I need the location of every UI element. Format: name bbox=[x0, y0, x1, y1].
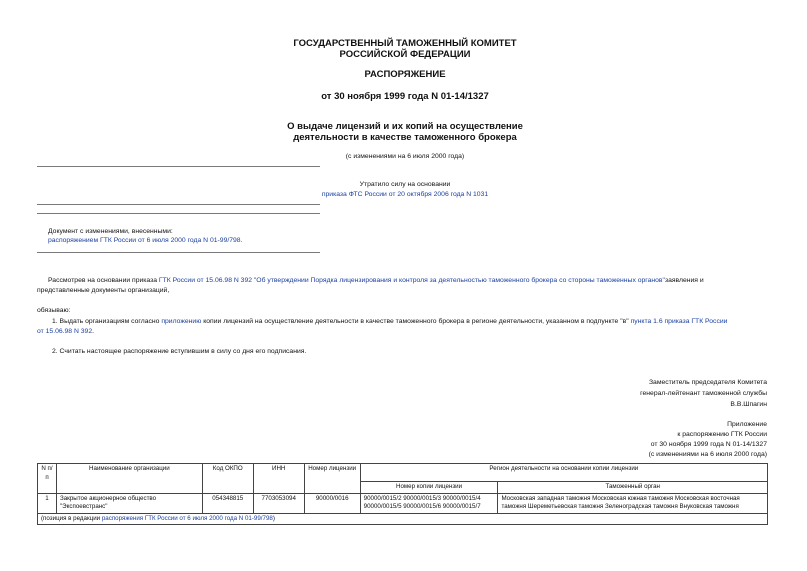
body-paragraph-1 bbox=[48, 276, 770, 285]
order-392-date-link[interactable]: от 15.06.98 N 392 bbox=[37, 328, 93, 335]
item-1-line2 bbox=[37, 327, 94, 336]
signature-line2: генерал-лейтенант таможенной службы bbox=[640, 390, 767, 397]
item1-pre: 1. Выдать организациям согласно bbox=[52, 318, 162, 325]
org-name-line-2: "Экспоевстранс" bbox=[59, 503, 108, 510]
appendix-line3: от 30 ноября 1999 года N 01-14/1327 bbox=[650, 441, 767, 448]
lost-force-link[interactable]: приказа ФТС России от 20 октября 2006 года N 1031 bbox=[321, 191, 489, 198]
cell-license: 90000/0016 bbox=[304, 493, 360, 513]
org-name-line2: РОССИЙСКОЙ ФЕДЕРАЦИИ bbox=[339, 49, 471, 60]
signature-name: В.В.Шпагин bbox=[730, 401, 767, 408]
note-link[interactable]: распоряжения ГТК России от 6 июля 2000 года N 01-99/798 bbox=[101, 514, 273, 522]
doc-title-line2: деятельности в качестве таможенного брокера bbox=[293, 132, 517, 143]
table-row bbox=[38, 493, 768, 513]
doc-title-line1: О выдаче лицензий и их копий на осуществление bbox=[287, 121, 523, 132]
table-header-row bbox=[38, 464, 768, 482]
para1-post: заявления и bbox=[664, 277, 704, 284]
header-okpo: Код ОКПО bbox=[202, 464, 253, 494]
para1-pre: Рассмотрев на основании приказа bbox=[48, 277, 159, 284]
body-paragraph-1-line2: представленные документы организаций, bbox=[37, 287, 170, 294]
amendments-note: (с изменениями на 6 июля 2000 года) bbox=[345, 153, 465, 160]
header-license: Номер лицензии bbox=[304, 464, 360, 494]
lost-force-text: Утратило силу на основании bbox=[359, 181, 451, 188]
cell-okpo: 054348815 bbox=[202, 493, 253, 513]
appendix-line4: (с изменениями на 6 июля 2000 года) bbox=[648, 451, 767, 458]
appendix-line1: Приложение bbox=[727, 421, 767, 428]
cell-num: 1 bbox=[38, 493, 57, 513]
changes-label: Документ с изменениями, внесенными: bbox=[48, 228, 173, 235]
signature-line1: Заместитель председателя Комитета bbox=[648, 379, 767, 386]
doc-type: РАСПОРЯЖЕНИЕ bbox=[364, 69, 446, 80]
clause-link[interactable]: пункта 1.6 приказа ГТК России bbox=[630, 318, 728, 325]
divider bbox=[37, 213, 320, 214]
obliges-text: обязываю: bbox=[37, 307, 71, 314]
divider bbox=[37, 204, 320, 205]
copies-line-1: 90000/0015/2 90000/0015/3 90000/0015/4 bbox=[363, 494, 481, 502]
item1-mid: копии лицензий на осуществление деятельности в качестве таможенного брокера в регионе деятельности, указанном в подпункте "в" bbox=[201, 318, 631, 325]
header-num: N п/п bbox=[38, 464, 57, 494]
cell-copies bbox=[360, 493, 498, 513]
item-1 bbox=[52, 317, 770, 326]
note-pre: (позиция в редакции bbox=[41, 514, 102, 522]
org-name-line-1: Закрытое акционерное общество bbox=[59, 494, 157, 502]
header-region: Регион деятельности на основании копии лицензии bbox=[360, 464, 767, 482]
licenses-table bbox=[37, 463, 768, 525]
header-copy-number: Номер копии лицензии bbox=[360, 482, 498, 494]
customs-line-1: Московская западная таможня Московская южная таможня Московская восточная bbox=[501, 494, 740, 502]
header-inn: ИНН bbox=[253, 464, 304, 494]
divider bbox=[37, 252, 320, 253]
note-post: ) bbox=[272, 514, 275, 522]
cell-inn: 7703053094 bbox=[253, 493, 304, 513]
header-org-name: Наименование организации bbox=[56, 464, 202, 494]
position-note bbox=[38, 513, 768, 525]
cell-org-name bbox=[56, 493, 202, 513]
copies-line-2: 90000/0015/5 90000/0015/6 90000/0015/7 bbox=[363, 503, 481, 510]
divider bbox=[37, 166, 320, 167]
item-2: 2. Считать настоящее распоряжение вступившим в силу со дня его подписания. bbox=[52, 348, 307, 355]
order-392-link[interactable]: ГТК России от 15.06.98 N 392 "Об утверждении Порядка лицензирования и контроля за деятельностью таможенного брокера со стороны таможенных органов" bbox=[158, 277, 665, 284]
table-note-row bbox=[38, 513, 768, 525]
cell-customs bbox=[498, 493, 768, 513]
doc-date: от 30 ноября 1999 года N 01-14/1327 bbox=[321, 91, 489, 102]
changes-link[interactable]: распоряжением ГТК России от 6 июля 2000 года N 01-99/798. bbox=[48, 237, 243, 244]
org-name-line1: ГОСУДАРСТВЕННЫЙ ТАМОЖЕННЫЙ КОМИТЕТ bbox=[293, 38, 517, 49]
appendix-line2: к распоряжению ГТК России bbox=[677, 431, 767, 438]
appendix-link[interactable]: приложению bbox=[161, 318, 202, 325]
customs-line-2: таможня Шереметьевская таможня Зеленоградская таможня Внуковская таможня bbox=[501, 503, 739, 510]
item1-end: . bbox=[92, 328, 95, 335]
header-customs: Таможенный орган bbox=[498, 482, 768, 494]
